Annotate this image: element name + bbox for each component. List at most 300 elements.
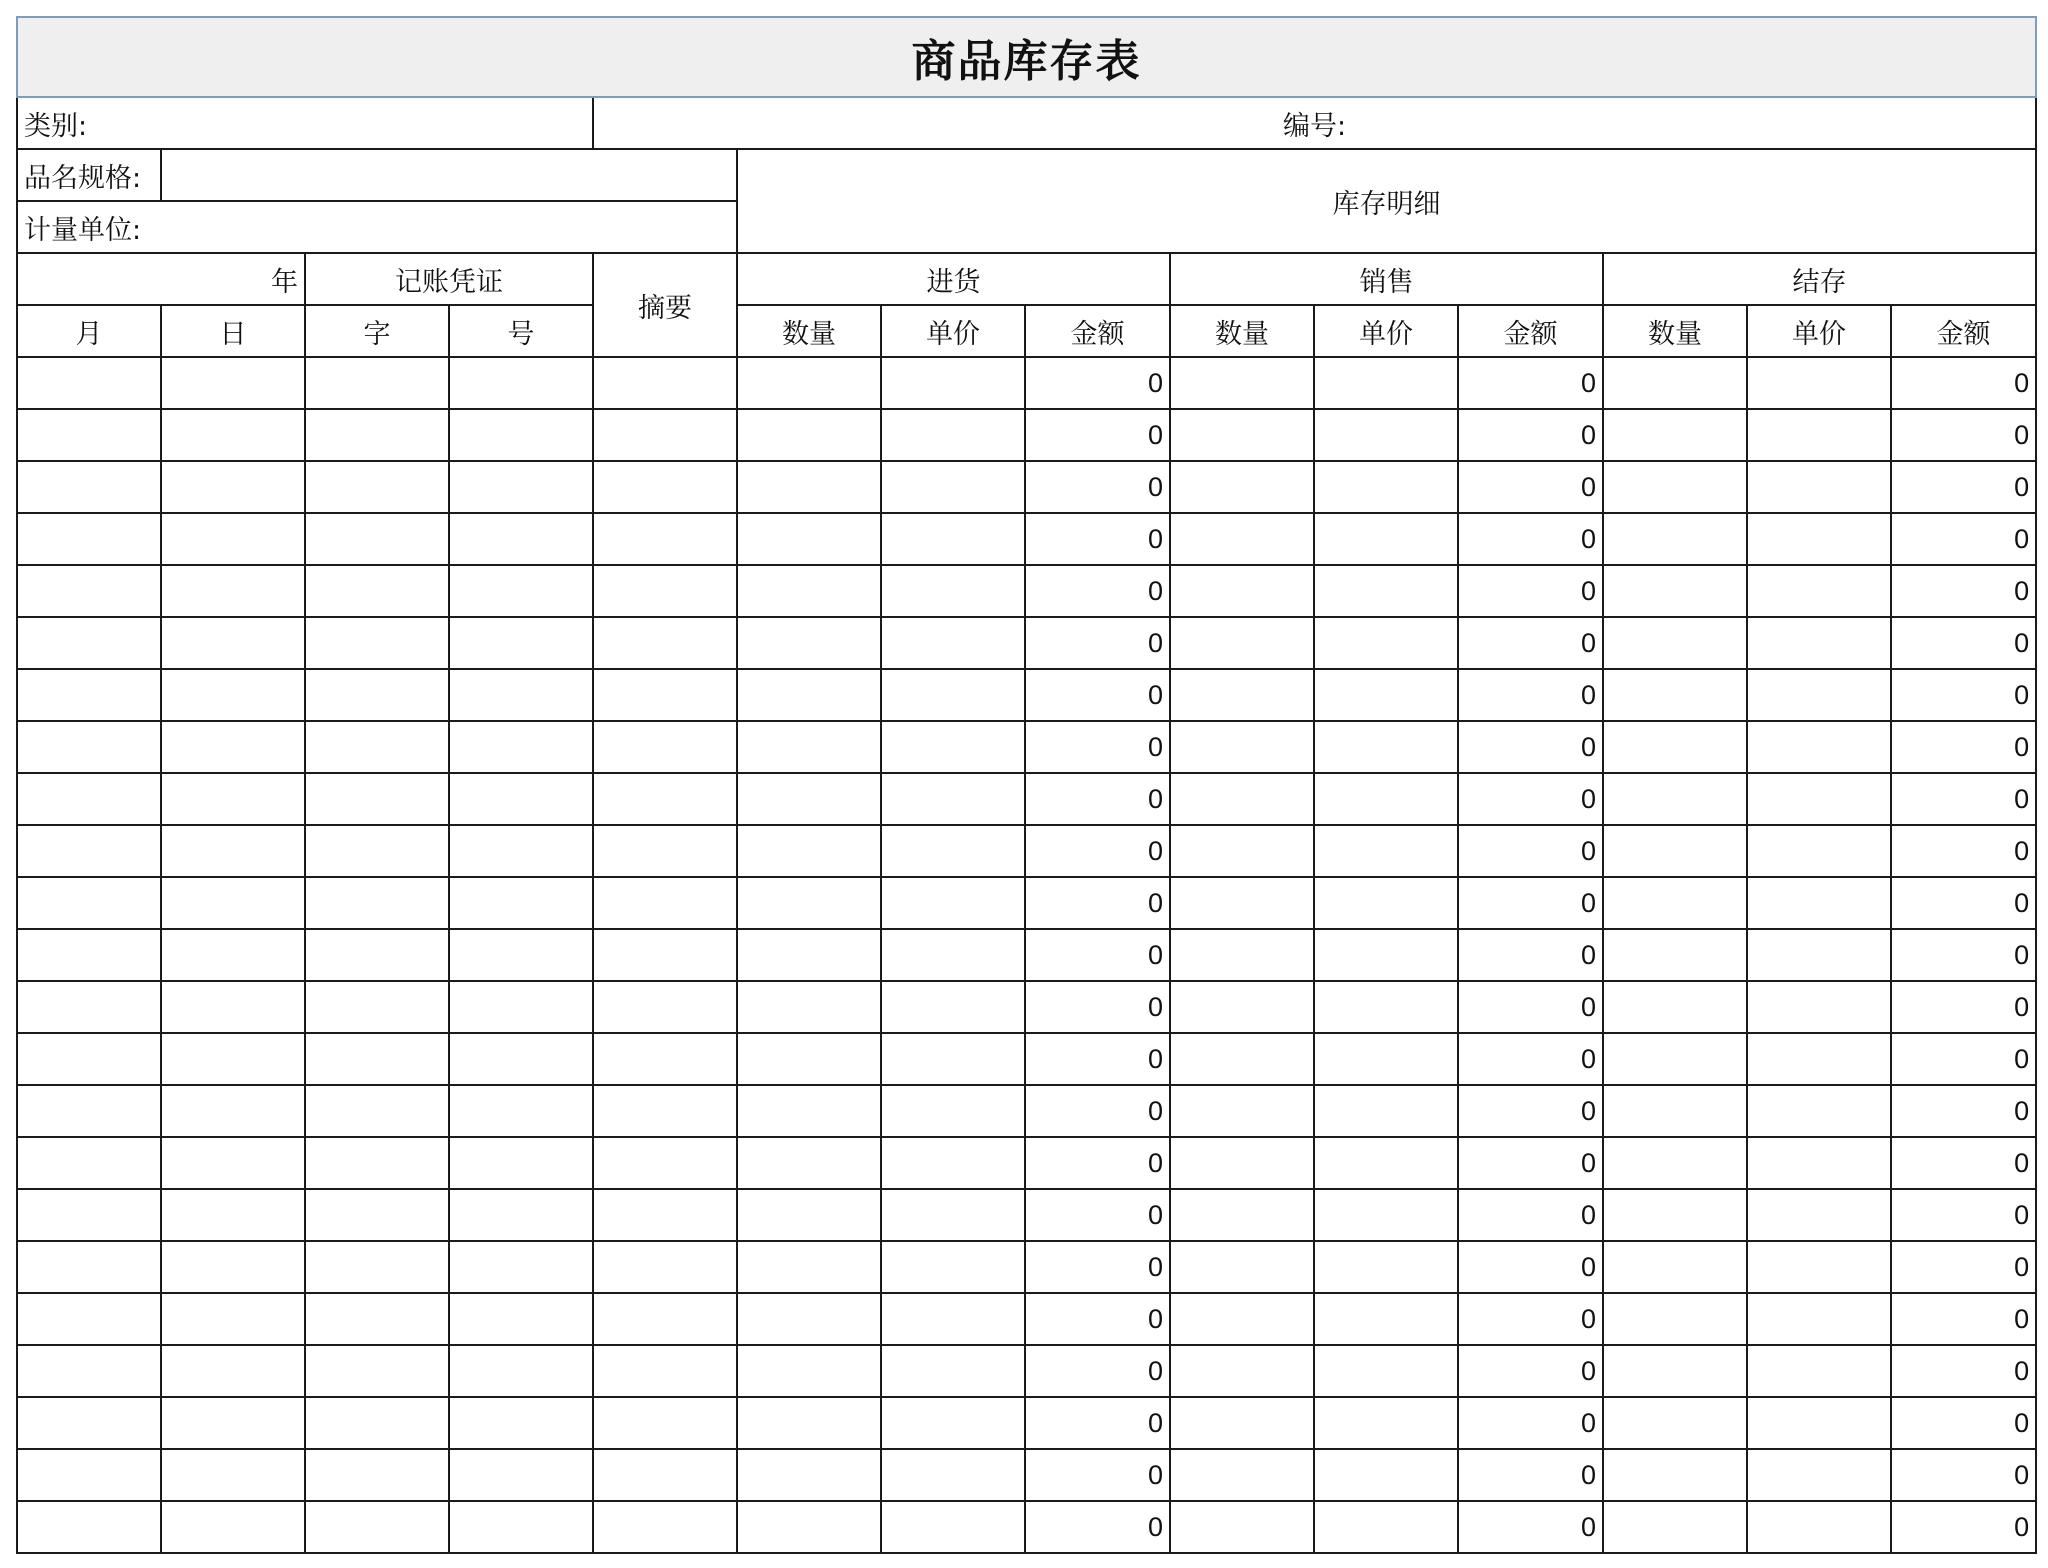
balance-quantity-cell[interactable] (1603, 981, 1747, 1033)
month-cell[interactable] (17, 357, 161, 409)
balance-quantity-cell[interactable] (1603, 1397, 1747, 1449)
balance-unit-price-cell[interactable] (1747, 1293, 1891, 1345)
sales-quantity-cell[interactable] (1170, 409, 1314, 461)
sales-quantity-cell[interactable] (1170, 825, 1314, 877)
day-cell[interactable] (161, 721, 305, 773)
balance-amount-cell[interactable]: 0 (1891, 1449, 2036, 1501)
summary-cell[interactable] (593, 461, 737, 513)
voucher-no-cell[interactable] (449, 1501, 593, 1553)
sales-amount-cell[interactable]: 0 (1458, 981, 1603, 1033)
day-cell[interactable] (161, 1293, 305, 1345)
summary-cell[interactable] (593, 565, 737, 617)
balance-unit-price-cell[interactable] (1747, 981, 1891, 1033)
incoming-unit-price-cell[interactable] (881, 409, 1025, 461)
incoming-quantity-cell[interactable] (737, 721, 881, 773)
sales-amount-cell[interactable]: 0 (1458, 461, 1603, 513)
balance-quantity-cell[interactable] (1603, 721, 1747, 773)
sales-amount-cell[interactable]: 0 (1458, 669, 1603, 721)
voucher-char-cell[interactable] (305, 1449, 449, 1501)
month-cell[interactable] (17, 565, 161, 617)
day-cell[interactable] (161, 1137, 305, 1189)
incoming-unit-price-cell[interactable] (881, 513, 1025, 565)
sales-amount-cell[interactable]: 0 (1458, 1241, 1603, 1293)
balance-unit-price-cell[interactable] (1747, 721, 1891, 773)
incoming-quantity-cell[interactable] (737, 357, 881, 409)
month-cell[interactable] (17, 1501, 161, 1553)
incoming-unit-price-cell[interactable] (881, 1501, 1025, 1553)
day-cell[interactable] (161, 1241, 305, 1293)
day-cell[interactable] (161, 1189, 305, 1241)
incoming-quantity-cell[interactable] (737, 669, 881, 721)
incoming-quantity-cell[interactable] (737, 825, 881, 877)
voucher-char-cell[interactable] (305, 929, 449, 981)
sales-unit-price-cell[interactable] (1314, 1397, 1458, 1449)
sales-amount-cell[interactable]: 0 (1458, 929, 1603, 981)
balance-amount-cell[interactable]: 0 (1891, 721, 2036, 773)
month-cell[interactable] (17, 773, 161, 825)
day-cell[interactable] (161, 669, 305, 721)
sales-unit-price-cell[interactable] (1314, 1501, 1458, 1553)
voucher-no-cell[interactable] (449, 1449, 593, 1501)
sales-amount-cell[interactable]: 0 (1458, 565, 1603, 617)
incoming-amount-cell[interactable]: 0 (1025, 1085, 1170, 1137)
balance-quantity-cell[interactable] (1603, 513, 1747, 565)
day-cell[interactable] (161, 461, 305, 513)
balance-quantity-cell[interactable] (1603, 1449, 1747, 1501)
incoming-quantity-cell[interactable] (737, 513, 881, 565)
sales-quantity-cell[interactable] (1170, 1189, 1314, 1241)
day-cell[interactable] (161, 825, 305, 877)
sales-amount-cell[interactable]: 0 (1458, 1033, 1603, 1085)
balance-unit-price-cell[interactable] (1747, 409, 1891, 461)
incoming-amount-cell[interactable]: 0 (1025, 513, 1170, 565)
incoming-amount-cell[interactable]: 0 (1025, 1345, 1170, 1397)
voucher-char-cell[interactable] (305, 1293, 449, 1345)
incoming-quantity-cell[interactable] (737, 877, 881, 929)
balance-quantity-cell[interactable] (1603, 461, 1747, 513)
sales-unit-price-cell[interactable] (1314, 1241, 1458, 1293)
voucher-no-cell[interactable] (449, 357, 593, 409)
sales-unit-price-cell[interactable] (1314, 513, 1458, 565)
balance-unit-price-cell[interactable] (1747, 565, 1891, 617)
month-cell[interactable] (17, 1189, 161, 1241)
voucher-no-cell[interactable] (449, 1241, 593, 1293)
voucher-no-cell[interactable] (449, 773, 593, 825)
balance-quantity-cell[interactable] (1603, 929, 1747, 981)
month-cell[interactable] (17, 1449, 161, 1501)
month-cell[interactable] (17, 1293, 161, 1345)
voucher-char-cell[interactable] (305, 773, 449, 825)
sales-amount-cell[interactable]: 0 (1458, 1501, 1603, 1553)
balance-amount-cell[interactable]: 0 (1891, 1137, 2036, 1189)
incoming-unit-price-cell[interactable] (881, 773, 1025, 825)
balance-quantity-cell[interactable] (1603, 1345, 1747, 1397)
day-cell[interactable] (161, 1085, 305, 1137)
day-cell[interactable] (161, 357, 305, 409)
voucher-char-cell[interactable] (305, 1501, 449, 1553)
summary-cell[interactable] (593, 1345, 737, 1397)
incoming-quantity-cell[interactable] (737, 1085, 881, 1137)
balance-quantity-cell[interactable] (1603, 1241, 1747, 1293)
voucher-no-cell[interactable] (449, 929, 593, 981)
incoming-amount-cell[interactable]: 0 (1025, 617, 1170, 669)
voucher-no-cell[interactable] (449, 1189, 593, 1241)
sales-unit-price-cell[interactable] (1314, 981, 1458, 1033)
day-cell[interactable] (161, 513, 305, 565)
balance-amount-cell[interactable]: 0 (1891, 1293, 2036, 1345)
sales-amount-cell[interactable]: 0 (1458, 409, 1603, 461)
summary-cell[interactable] (593, 929, 737, 981)
month-cell[interactable] (17, 1085, 161, 1137)
sales-unit-price-cell[interactable] (1314, 565, 1458, 617)
balance-unit-price-cell[interactable] (1747, 669, 1891, 721)
sales-amount-cell[interactable]: 0 (1458, 617, 1603, 669)
incoming-amount-cell[interactable]: 0 (1025, 1189, 1170, 1241)
sales-amount-cell[interactable]: 0 (1458, 1397, 1603, 1449)
code-label[interactable]: 编号: (593, 97, 2036, 149)
incoming-unit-price-cell[interactable] (881, 1241, 1025, 1293)
sales-quantity-cell[interactable] (1170, 1033, 1314, 1085)
voucher-char-cell[interactable] (305, 461, 449, 513)
summary-cell[interactable] (593, 1397, 737, 1449)
balance-quantity-cell[interactable] (1603, 1293, 1747, 1345)
voucher-char-cell[interactable] (305, 825, 449, 877)
sales-amount-cell[interactable]: 0 (1458, 1449, 1603, 1501)
summary-cell[interactable] (593, 825, 737, 877)
balance-amount-cell[interactable]: 0 (1891, 929, 2036, 981)
month-cell[interactable] (17, 981, 161, 1033)
voucher-char-cell[interactable] (305, 877, 449, 929)
sales-unit-price-cell[interactable] (1314, 409, 1458, 461)
incoming-amount-cell[interactable]: 0 (1025, 669, 1170, 721)
voucher-char-cell[interactable] (305, 1241, 449, 1293)
summary-cell[interactable] (593, 1137, 737, 1189)
day-cell[interactable] (161, 617, 305, 669)
incoming-amount-cell[interactable]: 0 (1025, 1137, 1170, 1189)
voucher-no-cell[interactable] (449, 513, 593, 565)
balance-quantity-cell[interactable] (1603, 409, 1747, 461)
summary-cell[interactable] (593, 877, 737, 929)
incoming-unit-price-cell[interactable] (881, 669, 1025, 721)
incoming-unit-price-cell[interactable] (881, 981, 1025, 1033)
balance-quantity-cell[interactable] (1603, 669, 1747, 721)
month-cell[interactable] (17, 877, 161, 929)
balance-quantity-cell[interactable] (1603, 877, 1747, 929)
voucher-no-cell[interactable] (449, 1085, 593, 1137)
voucher-no-cell[interactable] (449, 461, 593, 513)
incoming-unit-price-cell[interactable] (881, 1189, 1025, 1241)
sales-quantity-cell[interactable] (1170, 461, 1314, 513)
balance-unit-price-cell[interactable] (1747, 1241, 1891, 1293)
balance-quantity-cell[interactable] (1603, 825, 1747, 877)
summary-cell[interactable] (593, 773, 737, 825)
balance-amount-cell[interactable]: 0 (1891, 513, 2036, 565)
voucher-char-cell[interactable] (305, 409, 449, 461)
voucher-no-cell[interactable] (449, 669, 593, 721)
incoming-unit-price-cell[interactable] (881, 1449, 1025, 1501)
incoming-quantity-cell[interactable] (737, 565, 881, 617)
incoming-quantity-cell[interactable] (737, 617, 881, 669)
voucher-char-cell[interactable] (305, 981, 449, 1033)
balance-amount-cell[interactable]: 0 (1891, 1189, 2036, 1241)
voucher-char-cell[interactable] (305, 617, 449, 669)
summary-cell[interactable] (593, 1033, 737, 1085)
voucher-no-cell[interactable] (449, 877, 593, 929)
balance-amount-cell[interactable]: 0 (1891, 669, 2036, 721)
sales-amount-cell[interactable]: 0 (1458, 1137, 1603, 1189)
sales-quantity-cell[interactable] (1170, 929, 1314, 981)
summary-cell[interactable] (593, 981, 737, 1033)
summary-cell[interactable] (593, 617, 737, 669)
incoming-unit-price-cell[interactable] (881, 1033, 1025, 1085)
incoming-quantity-cell[interactable] (737, 1345, 881, 1397)
incoming-amount-cell[interactable]: 0 (1025, 1293, 1170, 1345)
balance-unit-price-cell[interactable] (1747, 1397, 1891, 1449)
balance-amount-cell[interactable]: 0 (1891, 1033, 2036, 1085)
sales-amount-cell[interactable]: 0 (1458, 877, 1603, 929)
sales-amount-cell[interactable]: 0 (1458, 721, 1603, 773)
balance-amount-cell[interactable]: 0 (1891, 773, 2036, 825)
voucher-no-cell[interactable] (449, 721, 593, 773)
balance-amount-cell[interactable]: 0 (1891, 565, 2036, 617)
sales-quantity-cell[interactable] (1170, 1397, 1314, 1449)
balance-amount-cell[interactable]: 0 (1891, 461, 2036, 513)
voucher-char-cell[interactable] (305, 1033, 449, 1085)
balance-unit-price-cell[interactable] (1747, 929, 1891, 981)
balance-amount-cell[interactable]: 0 (1891, 981, 2036, 1033)
voucher-char-cell[interactable] (305, 565, 449, 617)
category-label[interactable]: 类别: (17, 97, 593, 149)
sales-amount-cell[interactable]: 0 (1458, 773, 1603, 825)
sales-amount-cell[interactable]: 0 (1458, 1293, 1603, 1345)
day-cell[interactable] (161, 1033, 305, 1085)
summary-cell[interactable] (593, 409, 737, 461)
balance-unit-price-cell[interactable] (1747, 1345, 1891, 1397)
unit-label[interactable]: 计量单位: (17, 201, 737, 253)
summary-cell[interactable] (593, 1241, 737, 1293)
day-cell[interactable] (161, 773, 305, 825)
balance-unit-price-cell[interactable] (1747, 1501, 1891, 1553)
sales-unit-price-cell[interactable] (1314, 825, 1458, 877)
balance-quantity-cell[interactable] (1603, 565, 1747, 617)
balance-amount-cell[interactable]: 0 (1891, 877, 2036, 929)
incoming-unit-price-cell[interactable] (881, 1085, 1025, 1137)
voucher-no-cell[interactable] (449, 1293, 593, 1345)
incoming-unit-price-cell[interactable] (881, 357, 1025, 409)
incoming-quantity-cell[interactable] (737, 1241, 881, 1293)
balance-unit-price-cell[interactable] (1747, 1085, 1891, 1137)
month-cell[interactable] (17, 1033, 161, 1085)
sales-unit-price-cell[interactable] (1314, 461, 1458, 513)
month-cell[interactable] (17, 669, 161, 721)
summary-cell[interactable] (593, 721, 737, 773)
incoming-amount-cell[interactable]: 0 (1025, 461, 1170, 513)
sales-quantity-cell[interactable] (1170, 773, 1314, 825)
balance-unit-price-cell[interactable] (1747, 825, 1891, 877)
sales-amount-cell[interactable]: 0 (1458, 513, 1603, 565)
incoming-amount-cell[interactable]: 0 (1025, 565, 1170, 617)
balance-quantity-cell[interactable] (1603, 1137, 1747, 1189)
balance-unit-price-cell[interactable] (1747, 1033, 1891, 1085)
day-cell[interactable] (161, 1345, 305, 1397)
incoming-quantity-cell[interactable] (737, 1033, 881, 1085)
sales-amount-cell[interactable]: 0 (1458, 1345, 1603, 1397)
balance-quantity-cell[interactable] (1603, 1033, 1747, 1085)
month-cell[interactable] (17, 513, 161, 565)
day-cell[interactable] (161, 877, 305, 929)
month-cell[interactable] (17, 825, 161, 877)
summary-cell[interactable] (593, 669, 737, 721)
voucher-char-cell[interactable] (305, 1189, 449, 1241)
incoming-unit-price-cell[interactable] (881, 461, 1025, 513)
incoming-amount-cell[interactable]: 0 (1025, 773, 1170, 825)
incoming-unit-price-cell[interactable] (881, 617, 1025, 669)
month-cell[interactable] (17, 1345, 161, 1397)
incoming-unit-price-cell[interactable] (881, 565, 1025, 617)
day-cell[interactable] (161, 981, 305, 1033)
incoming-quantity-cell[interactable] (737, 1137, 881, 1189)
balance-unit-price-cell[interactable] (1747, 773, 1891, 825)
sales-unit-price-cell[interactable] (1314, 1137, 1458, 1189)
summary-cell[interactable] (593, 357, 737, 409)
voucher-no-cell[interactable] (449, 981, 593, 1033)
sales-unit-price-cell[interactable] (1314, 929, 1458, 981)
incoming-quantity-cell[interactable] (737, 1501, 881, 1553)
day-cell[interactable] (161, 1449, 305, 1501)
sales-amount-cell[interactable]: 0 (1458, 1189, 1603, 1241)
incoming-unit-price-cell[interactable] (881, 721, 1025, 773)
sales-quantity-cell[interactable] (1170, 1293, 1314, 1345)
voucher-no-cell[interactable] (449, 1033, 593, 1085)
incoming-unit-price-cell[interactable] (881, 1137, 1025, 1189)
summary-cell[interactable] (593, 1189, 737, 1241)
voucher-no-cell[interactable] (449, 1137, 593, 1189)
sales-unit-price-cell[interactable] (1314, 357, 1458, 409)
month-cell[interactable] (17, 1137, 161, 1189)
month-cell[interactable] (17, 929, 161, 981)
voucher-char-cell[interactable] (305, 357, 449, 409)
voucher-char-cell[interactable] (305, 1345, 449, 1397)
balance-amount-cell[interactable]: 0 (1891, 357, 2036, 409)
incoming-quantity-cell[interactable] (737, 1293, 881, 1345)
incoming-quantity-cell[interactable] (737, 1449, 881, 1501)
incoming-amount-cell[interactable]: 0 (1025, 929, 1170, 981)
voucher-char-cell[interactable] (305, 669, 449, 721)
voucher-char-cell[interactable] (305, 1137, 449, 1189)
sales-unit-price-cell[interactable] (1314, 877, 1458, 929)
balance-quantity-cell[interactable] (1603, 1085, 1747, 1137)
balance-quantity-cell[interactable] (1603, 773, 1747, 825)
sales-unit-price-cell[interactable] (1314, 1033, 1458, 1085)
voucher-char-cell[interactable] (305, 1397, 449, 1449)
sales-unit-price-cell[interactable] (1314, 721, 1458, 773)
incoming-amount-cell[interactable]: 0 (1025, 1241, 1170, 1293)
voucher-no-cell[interactable] (449, 1397, 593, 1449)
month-cell[interactable] (17, 461, 161, 513)
incoming-quantity-cell[interactable] (737, 461, 881, 513)
incoming-amount-cell[interactable]: 0 (1025, 357, 1170, 409)
voucher-char-cell[interactable] (305, 721, 449, 773)
balance-amount-cell[interactable]: 0 (1891, 825, 2036, 877)
sales-quantity-cell[interactable] (1170, 617, 1314, 669)
incoming-amount-cell[interactable]: 0 (1025, 409, 1170, 461)
incoming-unit-price-cell[interactable] (881, 1345, 1025, 1397)
sales-unit-price-cell[interactable] (1314, 1293, 1458, 1345)
voucher-no-cell[interactable] (449, 409, 593, 461)
day-cell[interactable] (161, 1397, 305, 1449)
sales-quantity-cell[interactable] (1170, 1241, 1314, 1293)
incoming-amount-cell[interactable]: 0 (1025, 877, 1170, 929)
month-cell[interactable] (17, 721, 161, 773)
incoming-unit-price-cell[interactable] (881, 825, 1025, 877)
summary-cell[interactable] (593, 1293, 737, 1345)
day-cell[interactable] (161, 929, 305, 981)
balance-amount-cell[interactable]: 0 (1891, 1501, 2036, 1553)
sales-quantity-cell[interactable] (1170, 1345, 1314, 1397)
balance-amount-cell[interactable]: 0 (1891, 1345, 2036, 1397)
sales-amount-cell[interactable]: 0 (1458, 825, 1603, 877)
sales-unit-price-cell[interactable] (1314, 1449, 1458, 1501)
sales-quantity-cell[interactable] (1170, 1501, 1314, 1553)
balance-quantity-cell[interactable] (1603, 1189, 1747, 1241)
sales-amount-cell[interactable]: 0 (1458, 1085, 1603, 1137)
balance-amount-cell[interactable]: 0 (1891, 617, 2036, 669)
balance-unit-price-cell[interactable] (1747, 877, 1891, 929)
balance-amount-cell[interactable]: 0 (1891, 409, 2036, 461)
sales-unit-price-cell[interactable] (1314, 773, 1458, 825)
sales-quantity-cell[interactable] (1170, 877, 1314, 929)
incoming-quantity-cell[interactable] (737, 929, 881, 981)
incoming-quantity-cell[interactable] (737, 773, 881, 825)
voucher-no-cell[interactable] (449, 825, 593, 877)
balance-unit-price-cell[interactable] (1747, 1137, 1891, 1189)
sales-quantity-cell[interactable] (1170, 565, 1314, 617)
sales-unit-price-cell[interactable] (1314, 1085, 1458, 1137)
month-cell[interactable] (17, 617, 161, 669)
product-spec-value-cell[interactable] (161, 149, 737, 201)
incoming-quantity-cell[interactable] (737, 1189, 881, 1241)
voucher-char-cell[interactable] (305, 513, 449, 565)
balance-unit-price-cell[interactable] (1747, 1449, 1891, 1501)
month-cell[interactable] (17, 1241, 161, 1293)
incoming-amount-cell[interactable]: 0 (1025, 721, 1170, 773)
balance-unit-price-cell[interactable] (1747, 617, 1891, 669)
day-cell[interactable] (161, 1501, 305, 1553)
voucher-no-cell[interactable] (449, 565, 593, 617)
balance-unit-price-cell[interactable] (1747, 513, 1891, 565)
sales-amount-cell[interactable]: 0 (1458, 357, 1603, 409)
sales-quantity-cell[interactable] (1170, 721, 1314, 773)
balance-amount-cell[interactable]: 0 (1891, 1397, 2036, 1449)
incoming-quantity-cell[interactable] (737, 409, 881, 461)
incoming-amount-cell[interactable]: 0 (1025, 1449, 1170, 1501)
sales-quantity-cell[interactable] (1170, 1137, 1314, 1189)
incoming-unit-price-cell[interactable] (881, 877, 1025, 929)
summary-cell[interactable] (593, 1085, 737, 1137)
balance-quantity-cell[interactable] (1603, 1501, 1747, 1553)
incoming-amount-cell[interactable]: 0 (1025, 825, 1170, 877)
sales-unit-price-cell[interactable] (1314, 1345, 1458, 1397)
month-cell[interactable] (17, 409, 161, 461)
voucher-no-cell[interactable] (449, 617, 593, 669)
month-cell[interactable] (17, 1397, 161, 1449)
incoming-unit-price-cell[interactable] (881, 1397, 1025, 1449)
incoming-unit-price-cell[interactable] (881, 1293, 1025, 1345)
sales-unit-price-cell[interactable] (1314, 669, 1458, 721)
balance-amount-cell[interactable]: 0 (1891, 1085, 2036, 1137)
sales-quantity-cell[interactable] (1170, 1085, 1314, 1137)
sales-quantity-cell[interactable] (1170, 357, 1314, 409)
